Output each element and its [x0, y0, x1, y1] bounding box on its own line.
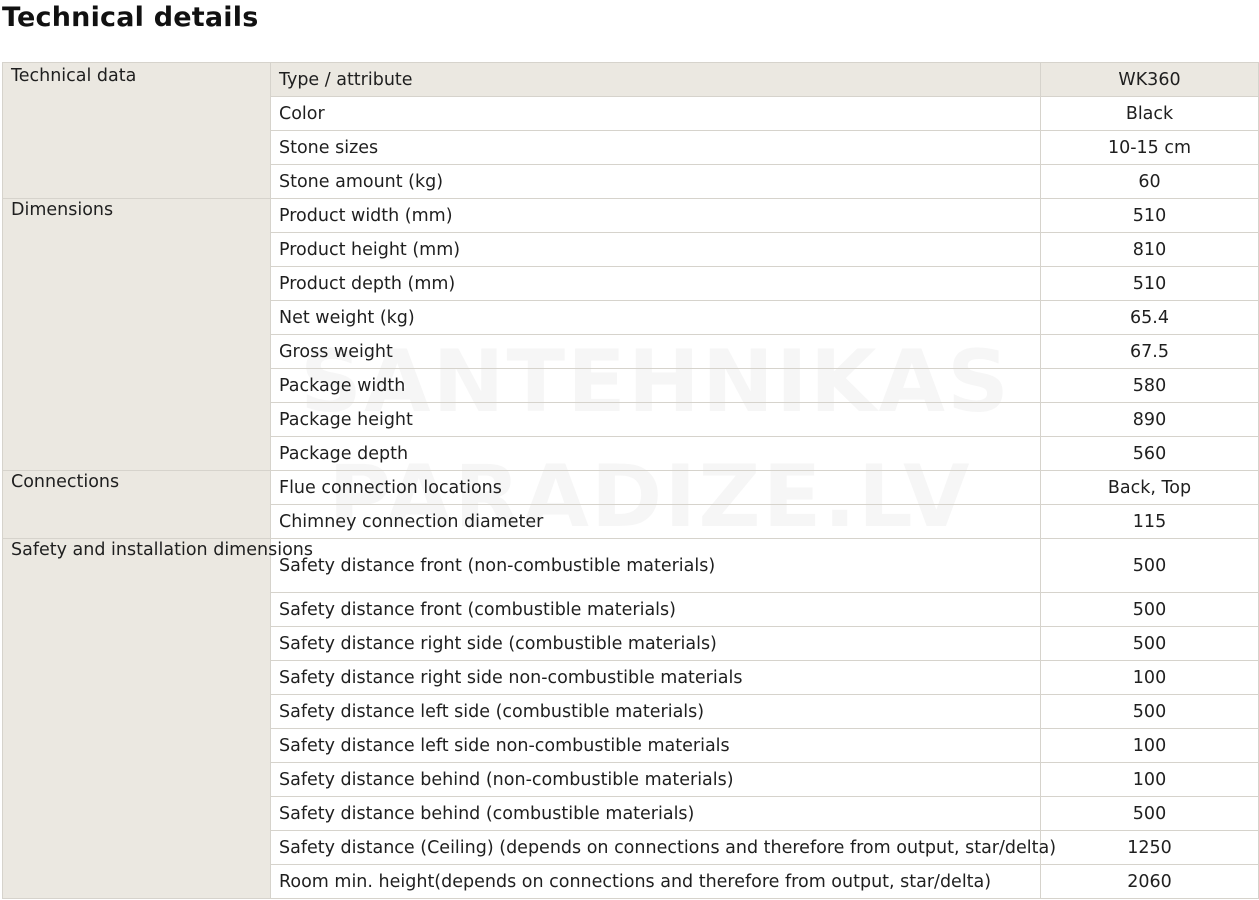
- header-group: Technical data: [3, 63, 271, 199]
- attribute-cell: Package depth: [271, 437, 1041, 471]
- value-cell: Black: [1041, 97, 1259, 131]
- group-label: Safety and installation dimensions: [3, 539, 271, 899]
- value-cell: 500: [1041, 539, 1259, 593]
- value-cell: 510: [1041, 267, 1259, 301]
- attribute-cell: Chimney connection diameter: [271, 505, 1041, 539]
- table-header-row: [3, 63, 1259, 97]
- attribute-cell: Color: [271, 97, 1041, 131]
- value-cell: 560: [1041, 437, 1259, 471]
- attribute-cell: Net weight (kg): [271, 301, 1041, 335]
- technical-details-table: [2, 62, 1259, 899]
- attribute-cell: Safety distance right side non-combustible materials: [271, 661, 1041, 695]
- header-value: WK360: [1041, 63, 1259, 97]
- value-cell: 810: [1041, 233, 1259, 267]
- attribute-cell: Safety distance (Ceiling) (depends on connections and therefore from output, star/delta): [271, 831, 1041, 865]
- value-cell: 500: [1041, 593, 1259, 627]
- value-cell: 60: [1041, 165, 1259, 199]
- attribute-cell: Room min. height(depends on connections and therefore from output, star/delta): [271, 865, 1041, 899]
- attribute-cell: Safety distance left side (combustible materials): [271, 695, 1041, 729]
- value-cell: 65.4: [1041, 301, 1259, 335]
- attribute-cell: Package height: [271, 403, 1041, 437]
- value-cell: 500: [1041, 627, 1259, 661]
- table-row: [3, 471, 1259, 505]
- value-cell: 67.5: [1041, 335, 1259, 369]
- attribute-cell: Safety distance behind (non-combustible materials): [271, 763, 1041, 797]
- attribute-cell: Package width: [271, 369, 1041, 403]
- header-attribute: Type / attribute: [271, 63, 1041, 97]
- attribute-cell: Stone sizes: [271, 131, 1041, 165]
- attribute-cell: Product depth (mm): [271, 267, 1041, 301]
- value-cell: 115: [1041, 505, 1259, 539]
- attribute-cell: Product height (mm): [271, 233, 1041, 267]
- value-cell: 2060: [1041, 865, 1259, 899]
- group-label: Connections: [3, 471, 271, 539]
- table-row: [3, 539, 1259, 593]
- value-cell: 510: [1041, 199, 1259, 233]
- value-cell: 100: [1041, 661, 1259, 695]
- value-cell: 1250: [1041, 831, 1259, 865]
- value-cell: 100: [1041, 729, 1259, 763]
- attribute-cell: Flue connection locations: [271, 471, 1041, 505]
- value-cell: 500: [1041, 797, 1259, 831]
- value-cell: 500: [1041, 695, 1259, 729]
- attribute-cell: Product width (mm): [271, 199, 1041, 233]
- attribute-cell: Safety distance front (non-combustible materials): [271, 539, 1041, 593]
- attribute-cell: Gross weight: [271, 335, 1041, 369]
- group-label: Dimensions: [3, 199, 271, 471]
- attribute-cell: Safety distance right side (combustible materials): [271, 627, 1041, 661]
- value-cell: 100: [1041, 763, 1259, 797]
- attribute-cell: Stone amount (kg): [271, 165, 1041, 199]
- table-row: [3, 199, 1259, 233]
- value-cell: 580: [1041, 369, 1259, 403]
- value-cell: 10-15 cm: [1041, 131, 1259, 165]
- value-cell: 890: [1041, 403, 1259, 437]
- attribute-cell: Safety distance left side non-combustible materials: [271, 729, 1041, 763]
- attribute-cell: Safety distance behind (combustible materials): [271, 797, 1041, 831]
- attribute-cell: Safety distance front (combustible materials): [271, 593, 1041, 627]
- value-cell: Back, Top: [1041, 471, 1259, 505]
- page-title: Technical details: [2, 2, 259, 33]
